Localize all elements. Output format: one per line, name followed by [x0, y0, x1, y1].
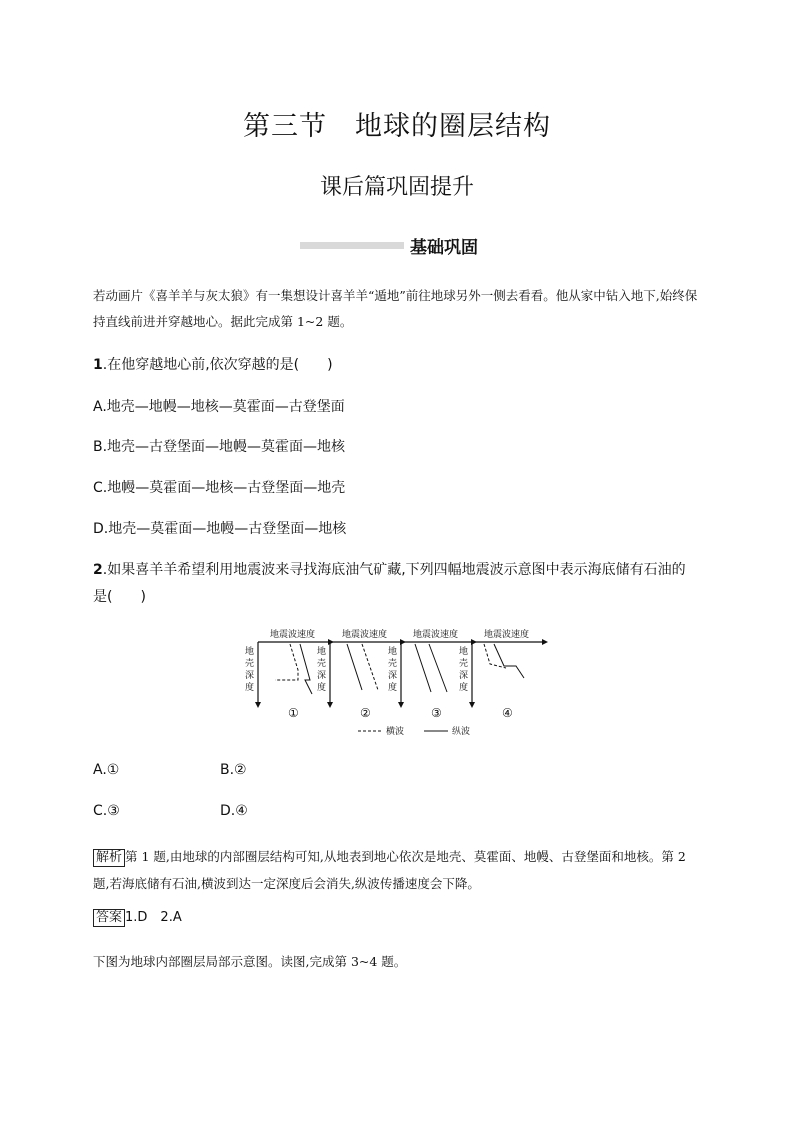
svg-text:地: 地 — [388, 647, 398, 657]
analysis-text: 第 1 题,由地球的内部圈层结构可知,从地表到地心依次是地壳、莫霍面、地幔、古登堡面和地核。第 2 题,若海底储有石油,横波到达一定深度后会消失,纵波传播速度会下降。 — [93, 849, 686, 891]
intro-paragraph: 若动画片《喜羊羊与灰太狼》有一集想设计喜羊羊“遁地”前往地球另外一侧去看看。他从家中钻入地下,始终保持直线前进并穿越地心。据此完成第 1~2 题。 — [93, 288, 698, 329]
seismic-wave-figure — [240, 622, 550, 742]
svg-text:度: 度 — [388, 683, 398, 693]
panel-label-2: ② — [360, 706, 371, 720]
svg-text:地震波速度: 地震波速度 — [413, 630, 459, 640]
panel-label-4: ④ — [502, 706, 513, 720]
q2-option-b[interactable]: B.② — [220, 762, 247, 778]
answer-tag: 答案 — [93, 909, 125, 927]
panel-label-1: ① — [288, 706, 299, 720]
figure-legend — [358, 725, 470, 737]
question-2-text: .如果喜羊羊希望利用地震波来寻找海底油气矿藏,下列四幅地震波示意图中表示海底储有石油的 — [102, 562, 686, 578]
svg-text:度: 度 — [459, 683, 469, 693]
page-title: 第三节 地球的圈层结构 — [243, 111, 551, 142]
legend-longitudinal: 纵波 — [452, 727, 471, 737]
q1-option-c[interactable]: C.地幔—莫霍面—地核—古登堡面—地壳 — [93, 480, 346, 496]
page-subtitle: 课后篇巩固提升 — [319, 175, 474, 200]
question-2-number: 2 — [93, 562, 103, 578]
q1-option-d[interactable]: D.地壳—莫霍面—地幔—古登堡面—地核 — [93, 521, 347, 537]
panel-label-3: ③ — [431, 706, 442, 720]
svg-text:壳: 壳 — [388, 659, 398, 669]
intro-paragraph-2: 下图为地球内部圈层局部示意图。读图,完成第 3~4 题。 — [93, 954, 407, 969]
svg-text:度: 度 — [317, 683, 327, 693]
svg-text:地: 地 — [245, 647, 255, 657]
svg-text:地: 地 — [459, 647, 469, 657]
q2-option-a[interactable]: A.① — [93, 762, 120, 778]
svg-text:度: 度 — [245, 683, 255, 693]
analysis-block — [93, 843, 705, 897]
question-2-text-cont: 是( ) — [93, 589, 146, 605]
question-2 — [93, 559, 686, 579]
svg-text:深: 深 — [459, 671, 469, 681]
svg-text:地震波速度: 地震波速度 — [484, 630, 530, 640]
question-1-text: .在他穿越地心前,依次穿越的是( ) — [102, 357, 333, 373]
section-title: 基础巩固 — [410, 238, 478, 258]
svg-text:地震波速度: 地震波速度 — [342, 630, 388, 640]
svg-text:深: 深 — [245, 671, 255, 681]
q2-option-c[interactable]: C.③ — [93, 803, 120, 819]
svg-text:地: 地 — [317, 647, 327, 657]
svg-text:壳: 壳 — [459, 659, 469, 669]
analysis-tag: 解析 — [93, 849, 125, 867]
svg-text:壳: 壳 — [245, 659, 255, 669]
panel-4 — [459, 628, 548, 720]
axis-x-label-1: 地震波速度 — [270, 630, 316, 640]
question-1-number: 1 — [93, 357, 103, 373]
legend-transverse: 横波 — [386, 727, 405, 737]
answer-block — [93, 906, 182, 927]
answer-text: 1.D 2.A — [125, 910, 182, 925]
q1-option-a[interactable]: A.地壳—地幔—地核—莫霍面—古登堡面 — [93, 399, 345, 415]
q2-option-d[interactable]: D.④ — [220, 803, 248, 819]
question-1 — [93, 354, 333, 374]
svg-text:壳: 壳 — [317, 659, 327, 669]
svg-text:深: 深 — [388, 671, 398, 681]
q1-option-b[interactable]: B.地壳—古登堡面—地幔—莫霍面—地核 — [93, 439, 346, 455]
section-bar — [300, 242, 404, 249]
svg-text:深: 深 — [317, 671, 327, 681]
